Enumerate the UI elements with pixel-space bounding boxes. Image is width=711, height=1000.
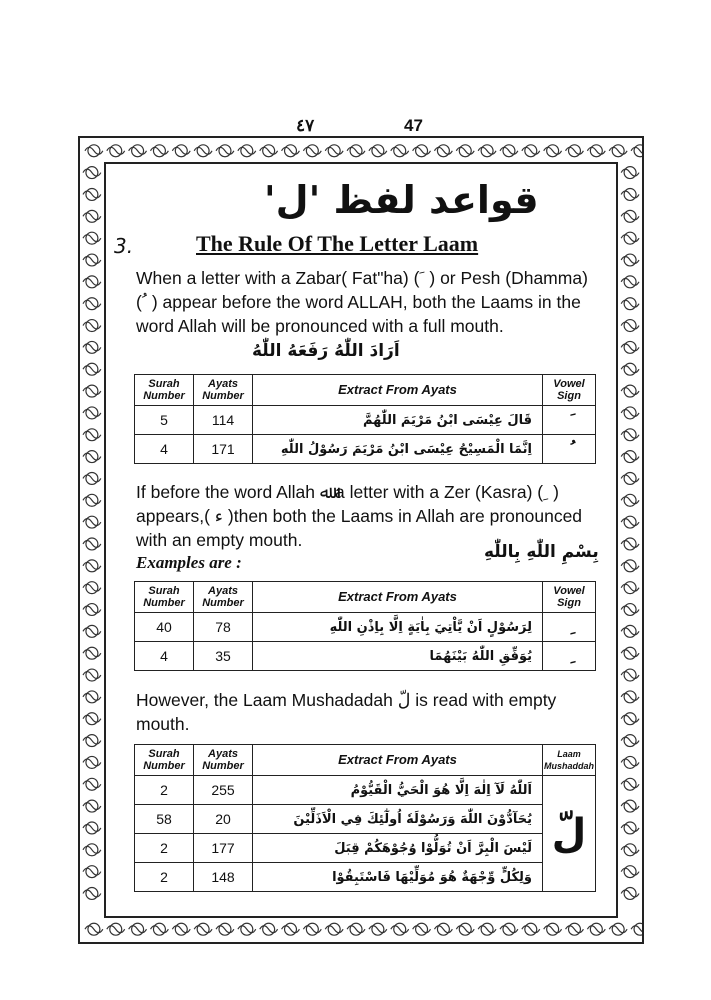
table-section2: [134, 581, 596, 671]
surah-cell: 2: [135, 776, 194, 805]
ayat-cell: 255: [194, 776, 253, 805]
surah-cell: 5: [135, 406, 194, 435]
table-row: [135, 642, 596, 671]
extract-cell: يُحَآدُّوْنَ اللّٰهَ وَرَسُوْلَهٗ اُولٰٓئِكَ فِي الْاَذَلِّيْنَ: [253, 805, 543, 834]
vowel-sign-cell: [543, 642, 596, 671]
col-header: Surah Number: [135, 375, 194, 406]
vowel-sign-cell: [543, 613, 596, 642]
table-section3: [134, 744, 596, 892]
table-row: [135, 863, 596, 892]
section1-paragraph: When a letter with a Zabar( Fat"ha) ( َ ) or Pesh (Dhamma) ( ُ ) appear before the word ALLAH, both the Laams in the word Allah will be pronounced with a full mouth.: [136, 268, 588, 336]
col-header: Vowel Sign: [543, 582, 596, 613]
ayat-cell: 171: [194, 435, 253, 464]
table-row: [135, 805, 596, 834]
section3-paragraph: However, the Laam Mushadadah لّ is read with empty mouth.: [136, 690, 557, 734]
page-title: The Rule Of The Letter Laam: [196, 231, 479, 256]
col-header: Ayats Number: [194, 745, 253, 776]
vowel-sign-cell: [543, 406, 596, 435]
laam-mushaddah-glyph: لّ: [551, 810, 587, 857]
col-header: Surah Number: [135, 582, 194, 613]
col-header: Ayats Number: [194, 582, 253, 613]
table-row: [135, 435, 596, 464]
ayat-cell: 78: [194, 613, 253, 642]
surah-cell: 2: [135, 863, 194, 892]
surah-cell: 4: [135, 435, 194, 464]
section1-arabic-examples: اَرَادَ اللّٰهُ رَفَعَهُ اللّٰهُ: [252, 341, 400, 361]
ayat-cell: 35: [194, 642, 253, 671]
surah-cell: 2: [135, 834, 194, 863]
col-header: Extract From Ayats: [253, 375, 543, 406]
extract-cell: يُوَفِّقِ اللّٰهُ بَيْنَهُمَا: [253, 642, 543, 671]
examples-label: Examples are :: [136, 553, 242, 572]
table-row: [135, 613, 596, 642]
section2-arabic-examples: بِسْمِ اللّٰهِ بِاللّٰهِ: [484, 542, 599, 562]
table-section1: [134, 374, 596, 464]
vowel-sign-cell: [543, 435, 596, 464]
handwritten-note: 3.: [114, 234, 134, 258]
col-header: Surah Number: [135, 745, 194, 776]
ayat-cell: 148: [194, 863, 253, 892]
extract-cell: قَالَ عِيْسَى ابْنُ مَرْيَمَ اللّٰهُمَّ: [253, 406, 543, 435]
ayat-cell: 20: [194, 805, 253, 834]
section2-paragraph: If before the word Allah ﷲ a letter with a Zer (Kasra) ( ِ ) appears,( ء )then both the Laams in Allah are pronounced with an empty mouth.: [136, 482, 583, 550]
arabic-title: قواعد لفظ 'ل': [264, 178, 539, 222]
extract-cell: وَلِكُلٍّ وِّجْهَةٌ هُوَ مُوَلِّيْهَا فَاسْتَبِقُوْا: [253, 863, 543, 892]
col-header: Extract From Ayats: [253, 745, 543, 776]
extract-cell: اِنَّمَا الْمَسِيْحُ عِيْسَى ابْنُ مَرْيَمَ رَسُوْلُ اللّٰهِ: [253, 435, 543, 464]
page-number-arabic: ٤٧: [296, 116, 315, 135]
ayat-cell: 177: [194, 834, 253, 863]
col-header: Laam Mushaddah: [543, 745, 596, 776]
table-row: [135, 406, 596, 435]
page-number: 47: [404, 116, 423, 135]
ayat-cell: 114: [194, 406, 253, 435]
surah-cell: 40: [135, 613, 194, 642]
col-header: Ayats Number: [194, 375, 253, 406]
table-row: [135, 834, 596, 863]
surah-cell: 4: [135, 642, 194, 671]
col-header: Vowel Sign: [543, 375, 596, 406]
table-row: [135, 776, 596, 805]
laam-mushaddah-cell: [543, 776, 596, 892]
col-header: Extract From Ayats: [253, 582, 543, 613]
extract-cell: لَيْسَ الْبِرَّ اَنْ تُوَلُّوْا وُجُوْهَكُمْ قِبَلَ: [253, 834, 543, 863]
surah-cell: 58: [135, 805, 194, 834]
extract-cell: لِرَسُوْلٍ اَنْ يَّاْتِيَ بِاٰيَةٍ اِلَّا بِاِذْنِ اللّٰهِ: [253, 613, 543, 642]
extract-cell: اَللّٰهُ لَآ اِلٰهَ اِلَّا هُوَ الْحَيُّ الْقَيُّوْمُ: [253, 776, 543, 805]
